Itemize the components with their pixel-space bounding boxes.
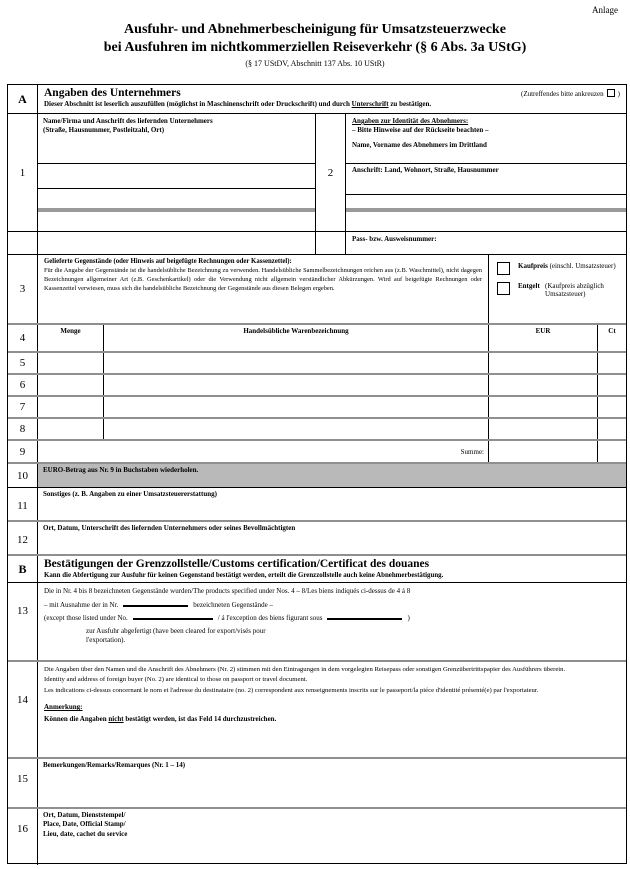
ct-cell[interactable] — [598, 419, 626, 439]
passport-number-field[interactable] — [346, 232, 626, 254]
section-b-letter: B — [8, 556, 38, 582]
field-16-label-de: Ort, Datum, Dienststempel/ — [43, 811, 126, 819]
ankreuzen-note — [521, 89, 620, 98]
field-3-number: 3 — [8, 255, 38, 323]
title-line-1: Ausfuhr- und Abnehmerbescheinigung für Umsatzsteuerzwecke — [124, 22, 506, 37]
anmerkung-underlined: nicht — [108, 714, 124, 723]
row-9-number: 9 — [8, 441, 38, 462]
field-2-number: 2 — [316, 114, 346, 231]
field-2-name-label: Name, Vorname des Abnehmers im Drittland — [352, 141, 487, 149]
row-13 — [8, 582, 626, 660]
clearance-line-3-mid: / á l'exception des biens figurant sous — [217, 614, 323, 622]
supplier-name-address-field[interactable] — [38, 114, 316, 231]
passport-row — [8, 231, 626, 254]
row-12 — [8, 520, 626, 554]
menge-cell[interactable] — [38, 375, 104, 395]
field-2-identity-heading: Angaben zur Identität des Abnehmers: — [352, 117, 469, 125]
clearance-line-2-pre: – mit Ausnahme der in Nr. — [44, 600, 119, 609]
page-title — [0, 21, 630, 68]
clearance-line-3 — [44, 613, 620, 622]
remarks-field[interactable] — [38, 759, 626, 807]
entgelt-note-line2: Umsatzsteuer) — [545, 290, 586, 298]
clearance-line-3-pre: (except those listed under No. — [44, 614, 128, 622]
title-subtitle: (§ 17 UStDV, Abschnitt 137 Abs. 10 UStR) — [245, 59, 385, 69]
section-a-header — [8, 85, 626, 113]
row-10 — [8, 462, 626, 487]
summe-label: Summe: — [38, 441, 489, 462]
menge-header: Menge — [38, 325, 104, 351]
row-1-2 — [8, 113, 626, 231]
eur-cell[interactable] — [489, 353, 598, 373]
instruction-post: zu bestätigen. — [388, 100, 432, 108]
menge-cell[interactable] — [38, 353, 104, 373]
waren-cell[interactable] — [104, 419, 489, 439]
identity-paragraph-fr: Les indications ci-dessus concernant le nom et l'adresse du destinataire (no. 2) correspondent aux renseignements inscrits sur le passeport/la piéce d'identité présenté(e) par l'exportateur. — [44, 686, 539, 694]
eur-header: EUR — [489, 325, 598, 351]
identity-confirmation-field — [38, 662, 626, 757]
ct-cell[interactable] — [598, 375, 626, 395]
kaufpreis-checkbox[interactable] — [497, 262, 510, 275]
write-line[interactable] — [38, 163, 315, 164]
passport-row-spacer-cell — [316, 232, 346, 254]
eur-cell[interactable] — [489, 419, 598, 439]
field-12-label: Ort, Datum, Unterschrift des liefernden Unternehmers oder seines Bevollmächtigten — [43, 524, 296, 532]
row-6-number: 6 — [8, 375, 38, 395]
field-13-number: 13 — [8, 583, 38, 660]
entgelt-label-group — [518, 282, 629, 298]
goods-row — [8, 395, 626, 417]
menge-cell[interactable] — [38, 419, 104, 439]
section-a-letter: A — [8, 85, 38, 113]
instruction-pre: Dieser Abschnitt ist leserlich auszufüllen (möglichst in Maschinenschrift oder Druckschrift) und durch — [44, 100, 352, 108]
field-11-number: 11 — [8, 488, 38, 520]
identity-paragraph-en: Identity and address of foreign buyer (No. 2) are identical to those on passport or travel document. — [44, 676, 308, 684]
goods-table-header — [8, 323, 626, 351]
waren-cell[interactable] — [104, 397, 489, 417]
passport-row-number-cell — [8, 232, 38, 254]
kaufpreis-label: Kaufpreis — [518, 262, 548, 270]
anmerkung-text — [44, 714, 620, 725]
euro-in-words-field[interactable] — [38, 464, 626, 487]
exception-number-blank-fr[interactable] — [327, 613, 402, 620]
field-3-heading: Gelieferte Gegenstände (oder Hinweis auf beigefügte Rechnungen oder Kassenzettel): — [44, 258, 292, 265]
ct-cell[interactable] — [598, 397, 626, 417]
ankreuzen-note-text: (Zutreffendes bitte ankreuzen — [520, 90, 604, 98]
ankreuzen-note-close: ) — [617, 90, 620, 98]
clearance-line-2-post: bezeichneten Gegenstände – — [193, 600, 273, 609]
field-16-number: 16 — [8, 809, 38, 865]
passport-label: Pass- bzw. Ausweisnummer: — [352, 235, 437, 243]
goods-row — [8, 417, 626, 439]
row-4-number: 4 — [8, 325, 38, 351]
kaufpreis-note: (einschl. Umsatzsteuer) — [549, 262, 616, 270]
entgelt-note-line1: (Kaufpreis abzüglich — [545, 282, 604, 290]
price-type-options — [489, 255, 630, 323]
field-2-identity-note: – Bitte Hinweise auf der Rückseite beachten – — [352, 126, 489, 135]
field-10-number: 10 — [8, 464, 38, 487]
clearance-line-1: Die in Nr. 4 bis 8 bezeichneten Gegenstände wurden/The products specified under Nos. 4 – 8/Les biens indiqués ci-dessus de 4 á 8 — [44, 587, 411, 595]
supplier-signature-field[interactable] — [38, 522, 626, 554]
section-a-heading: Angaben des Unternehmers — [44, 87, 181, 99]
section-b-subheading: Kann die Abfertigung zur Ausfuhr für keinen Gegenstand bestätigt werden, erteilt die Grenzzollstelle auch keine Abnehmerbestätigung. — [44, 571, 444, 579]
section-b-header — [8, 554, 626, 582]
field-11-label: Sonstiges (z. B. Angaben zu einer Umsatzsteuererstattung) — [43, 490, 217, 498]
passport-row-empty-cell[interactable] — [38, 232, 316, 254]
clearance-line-5: l'exportation). — [86, 635, 126, 644]
buyer-identity-field[interactable] — [346, 114, 626, 231]
clearance-line-3-post: ) — [407, 614, 410, 622]
field-1-label-line2: (Straße, Hausnummer, Postleitzahl, Ort) — [43, 126, 165, 135]
field-16-label-fr: Lieu, date, cachet du service — [43, 829, 128, 838]
entgelt-label: Entgelt — [518, 282, 540, 290]
field-14-number: 14 — [8, 662, 38, 757]
ct-header: Ct — [608, 327, 616, 335]
divider-band — [38, 208, 315, 212]
row-3 — [8, 254, 626, 323]
clearance-line-4: zur Ausfuhr abgefertigt (have been cleared for export/visés pour — [86, 626, 266, 635]
kaufpreis-label-group — [518, 262, 616, 270]
entgelt-option — [497, 282, 629, 298]
instruction-underlined: Unterschrift — [351, 100, 389, 108]
field-1-number: 1 — [8, 114, 38, 231]
field-2-address-label: Anschrift: Land, Wohnort, Straße, Hausnummer — [352, 166, 499, 174]
row-8-number: 8 — [8, 419, 38, 439]
divider-band — [346, 208, 626, 212]
anmerkung-pre: Können die Angaben — [44, 714, 109, 723]
row-16 — [8, 807, 626, 865]
write-line[interactable] — [346, 194, 626, 195]
waren-cell[interactable] — [104, 353, 489, 373]
identity-paragraph-de: Die Angaben über den Namen und die Anschrift des Abnehmers (Nr. 2) stimmen mit den Eintragungen in dem vorgelegten Reisepass oder sonstigen Grenzübertrittspapier des Ausführers überein. — [44, 666, 566, 673]
summe-eur-cell[interactable] — [489, 441, 598, 462]
write-line[interactable] — [346, 163, 626, 164]
entgelt-note — [545, 282, 629, 298]
form-table — [7, 84, 627, 864]
ct-cell[interactable] — [598, 353, 626, 373]
export-clearance-field — [38, 583, 626, 660]
official-stamp-field[interactable] — [38, 809, 626, 865]
field-16-label-en: Place, Date, Official Stamp/ — [43, 820, 126, 829]
exception-number-blank-en[interactable] — [133, 613, 213, 620]
warenbezeichnung-header: Handelsübliche Warenbezeichnung — [104, 325, 489, 351]
field-15-label: Bemerkungen/Remarks/Remarques (Nr. 1 – 14) — [43, 761, 186, 769]
field-3-body: Für die Angabe der Gegenstände ist die handelsübliche Bezeichnung zu verwenden. Handelsübliche Sammelbezeichnungen reichen aus (z.B. Waschmittel), nicht dagegen Bezeichnungen allgemeiner Art (z.B. Geschenkartikel) oder die Verwendung nicht allgemein verständlicher Abkürzungen. Wird auf beigefügte Rechnungen oder Kassenzettel verwiesen, muss sich die handelsübliche Bezeichnung der Gegenstände aus diesen Belegen ergeben. — [44, 267, 482, 293]
goods-row — [8, 373, 626, 395]
section-b-heading: Bestätigungen der Grenzzollstelle/Customs certification/Certificat des douanes — [44, 558, 430, 570]
waren-cell[interactable] — [104, 375, 489, 395]
row-5-number: 5 — [8, 353, 38, 373]
summe-row — [8, 439, 626, 462]
summe-ct-cell[interactable] — [598, 441, 626, 462]
row-11 — [8, 487, 626, 520]
row-14 — [8, 660, 626, 757]
eur-cell[interactable] — [489, 375, 598, 395]
anlage-label: Anlage — [592, 5, 618, 15]
entgelt-checkbox[interactable] — [497, 282, 510, 295]
write-line[interactable] — [38, 188, 315, 189]
anmerkung-heading: Anmerkung: — [44, 703, 83, 712]
title-line-2: bei Ausfuhren im nichtkommerziellen Reiseverkehr (§ 6 Abs. 3a UStG) — [103, 40, 527, 56]
eur-cell[interactable] — [489, 397, 598, 417]
field-12-number: 12 — [8, 522, 38, 554]
field-1-label-line1: Name/Firma und Anschrift des liefernden Unternehmers — [43, 117, 213, 125]
ankreuzen-checkbox-icon — [607, 89, 615, 97]
sonstiges-field[interactable] — [38, 488, 626, 520]
row-7-number: 7 — [8, 397, 38, 417]
field-3-description — [38, 255, 489, 323]
row-15 — [8, 757, 626, 807]
kaufpreis-option — [497, 262, 629, 275]
field-15-number: 15 — [8, 759, 38, 807]
goods-row — [8, 351, 626, 373]
section-b-content — [38, 556, 626, 582]
menge-cell[interactable] — [38, 397, 104, 417]
exception-number-blank[interactable] — [123, 600, 188, 607]
section-a-content — [38, 85, 626, 113]
anmerkung-post: bestätigt werden, ist das Feld 14 durchzustreichen. — [123, 714, 277, 723]
field-10-label: EURO-Betrag aus Nr. 9 in Buchstaben wiederholen. — [43, 466, 199, 474]
section-a-instruction — [44, 100, 620, 108]
clearance-line-2 — [44, 600, 620, 609]
